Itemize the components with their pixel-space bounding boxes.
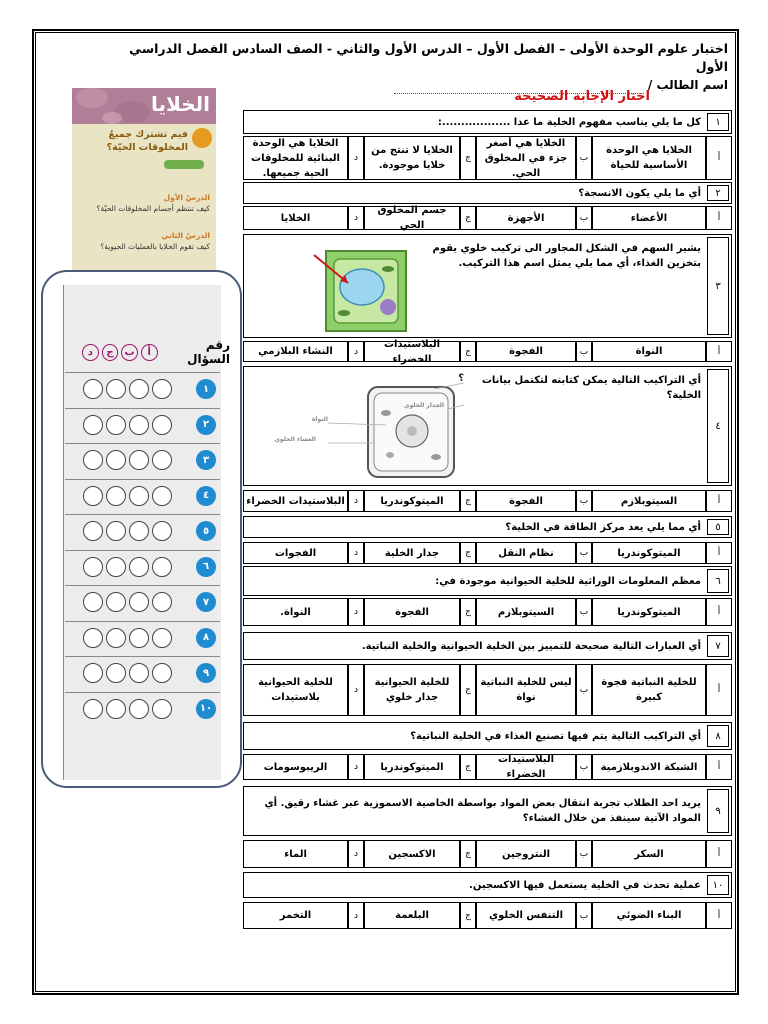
option-letter: ب xyxy=(576,902,592,929)
answer-bubble[interactable] xyxy=(152,557,172,577)
cover-lesson-1 xyxy=(78,192,210,214)
option-letter: ب xyxy=(576,136,592,180)
cover-title: الخلايا xyxy=(151,92,210,116)
wall-label: الجدار الخلوي xyxy=(403,402,444,409)
question-number: ١٠ xyxy=(707,875,729,895)
option-letter: ب xyxy=(576,341,592,362)
question-stem: عملية تحدث في الخلية يستعمل فيها الاكسجين. xyxy=(469,879,701,891)
answer-row xyxy=(65,372,220,406)
question-stem: أي العبارات التالية صحيحة للتمييز بين الخلية الحيوانية والخلية النباتية. xyxy=(361,640,701,652)
answer-bubble[interactable] xyxy=(83,486,103,506)
exam-title: اختبار علوم الوحدة الأولى – الفصل الأول – الدرس الأول والثاني - الصف السادس الفصل الدراسي الأول xyxy=(129,41,728,74)
answer-bubble[interactable] xyxy=(83,628,103,648)
question-number: ٧ xyxy=(707,635,729,657)
question-3 xyxy=(243,234,732,338)
lesson-2-text: كيف تقوم الخلايا بالعمليات الحيوية؟ xyxy=(100,242,210,251)
option-letter: د xyxy=(348,136,364,180)
textbook-cover xyxy=(72,88,216,270)
option-a[interactable]: السكر xyxy=(592,840,706,868)
option-letter: ب xyxy=(576,490,592,512)
question-6 xyxy=(243,566,732,596)
option-a[interactable]: الأعضاء xyxy=(592,206,706,230)
option-letter: د xyxy=(348,598,364,626)
answer-bubble[interactable] xyxy=(129,557,149,577)
option-letter: أ xyxy=(706,840,732,868)
option-letter: د xyxy=(348,542,364,564)
option-a[interactable]: الخلايا هي الوحدة الأساسية للحياة xyxy=(592,136,706,180)
answer-bubble[interactable] xyxy=(152,592,172,612)
options-10 xyxy=(243,902,732,929)
options-9 xyxy=(243,840,732,868)
option-b[interactable]: البلاستيدات الخضراء xyxy=(476,754,576,780)
answer-bubble[interactable] xyxy=(129,592,149,612)
option-b[interactable]: ليس للخلية النباتية نواة xyxy=(476,664,576,716)
option-letter: ب xyxy=(576,664,592,716)
answer-row xyxy=(65,479,220,513)
answer-row xyxy=(65,514,220,548)
answer-bubble[interactable] xyxy=(152,486,172,506)
answer-bubble[interactable] xyxy=(129,415,149,435)
option-d[interactable]: البلاستيدات الخضراء xyxy=(243,490,348,512)
option-letter: ج xyxy=(460,902,476,929)
question-number: ٣ xyxy=(707,237,729,335)
letter-dal: د xyxy=(82,344,99,361)
answer-bubble[interactable] xyxy=(129,628,149,648)
option-c[interactable]: الاكسجين xyxy=(364,840,460,868)
answer-bubble[interactable] xyxy=(152,521,172,541)
option-c[interactable]: للخلية الحيوانية جدار خلوي xyxy=(364,664,460,716)
question-1 xyxy=(243,110,732,134)
answer-row xyxy=(65,443,220,477)
answer-bubble[interactable] xyxy=(83,663,103,683)
option-d[interactable]: للخلية الحيوانية بلاستيدات xyxy=(243,664,348,716)
lesson-1-heading: الدرسُ الأول xyxy=(163,193,210,202)
option-d[interactable]: النشاء البلازمي xyxy=(243,341,348,362)
question-stem: أي ما يلي يكون الانسجة؟ xyxy=(578,187,701,199)
options-5 xyxy=(243,542,732,564)
option-letter: أ xyxy=(706,490,732,512)
option-d[interactable]: الريبوسومات xyxy=(243,754,348,780)
option-letter: أ xyxy=(706,206,732,230)
answer-bubble[interactable] xyxy=(129,450,149,470)
question-number: ٩ xyxy=(707,789,729,833)
question-number: ٥ xyxy=(707,519,729,535)
option-letter: ج xyxy=(460,341,476,362)
answer-bubble[interactable] xyxy=(152,699,172,719)
cover-banner xyxy=(72,88,216,124)
question-stem: معظم المعلومات الوراثية للخلية الحيوانية موجودة في: xyxy=(435,575,701,587)
answer-bubble[interactable] xyxy=(83,379,103,399)
answer-bubble[interactable] xyxy=(106,628,126,648)
option-letter: أ xyxy=(706,542,732,564)
option-letter: ب xyxy=(576,754,592,780)
option-c[interactable]: الميتوكوندريا xyxy=(364,490,460,512)
question-number: ٦ xyxy=(707,569,729,593)
answer-bubble[interactable] xyxy=(106,557,126,577)
option-d[interactable]: النواة. xyxy=(243,598,348,626)
question-number: ١ xyxy=(707,113,729,131)
option-letter: ب xyxy=(576,598,592,626)
answer-bubble[interactable] xyxy=(106,486,126,506)
question-number: ٨ xyxy=(707,725,729,747)
option-b[interactable]: الأجهزة xyxy=(476,206,576,230)
option-b[interactable]: الخلايا هي أصغر جزء في المخلوق الحي. xyxy=(476,136,576,180)
option-letter: ج xyxy=(460,542,476,564)
answer-bubble[interactable] xyxy=(106,699,126,719)
option-letter: ج xyxy=(460,754,476,780)
options-1 xyxy=(243,136,732,180)
answer-bubble[interactable] xyxy=(83,521,103,541)
option-c[interactable]: البلاستيدات الخضراء xyxy=(364,341,460,362)
option-letter: د xyxy=(348,206,364,230)
letter-alif: أ xyxy=(141,344,158,361)
answer-row xyxy=(65,550,220,584)
options-4 xyxy=(243,490,732,512)
question-stem: يشير السهم في الشكل المجاور الى تركيب خلوي يقوم بتخزين الغذاء، أي مما يلي يمثل اسم هذا التركيب. xyxy=(432,243,701,269)
question-stem: أي مما يلي يعد مركز الطاقة في الخلية؟ xyxy=(505,521,701,533)
option-b[interactable]: الفجوة xyxy=(476,341,576,362)
option-c[interactable]: جدار الخلية xyxy=(364,542,460,564)
exam-header xyxy=(128,40,728,94)
options-3 xyxy=(243,338,732,365)
option-letter: أ xyxy=(706,341,732,362)
option-a[interactable]: الشبكة الاندوبلازمية xyxy=(592,754,706,780)
answer-bubble[interactable] xyxy=(106,415,126,435)
answer-row xyxy=(65,408,220,442)
option-letter: ج xyxy=(460,840,476,868)
option-letter: ج xyxy=(460,136,476,180)
letter-jeem: ج xyxy=(102,344,119,361)
question-number-badge: ٧ xyxy=(196,592,216,612)
answer-bubble[interactable] xyxy=(129,379,149,399)
question-stem: يريد احد الطلاب تجربة انتقال بعض المواد بواسطة الخاصية الاسموزية عبر غشاء رقيق. أي المواد الآتية سينفذ من خلال الغشاء؟ xyxy=(264,798,701,824)
option-b[interactable]: التنفس الخلوي xyxy=(476,902,576,929)
cover-lesson-2 xyxy=(78,230,210,252)
answer-bubble[interactable] xyxy=(106,592,126,612)
option-d[interactable]: الفجوات xyxy=(243,542,348,564)
question-number-badge: ٦ xyxy=(196,557,216,577)
option-letter: د xyxy=(348,754,364,780)
answer-bubble[interactable] xyxy=(83,450,103,470)
question-stem: كل ما يلي يناسب مفهوم الخلية ما عدا ..................: xyxy=(437,116,701,128)
question-5 xyxy=(243,516,732,538)
option-d[interactable]: الخلايا هي الوحدة البنائية للمخلوقات الحية جميعها. xyxy=(243,136,348,180)
question-number-badge: ٨ xyxy=(196,628,216,648)
option-letter: ب xyxy=(576,542,592,564)
option-letter: ج xyxy=(460,206,476,230)
unknown-label: ؟ xyxy=(458,373,464,384)
question-number-badge: ١٠ xyxy=(196,699,216,719)
question-7 xyxy=(243,632,732,660)
options-8 xyxy=(243,754,732,780)
answer-bubble[interactable] xyxy=(129,699,149,719)
option-b[interactable]: السيتوبلازم xyxy=(476,598,576,626)
option-letter: ج xyxy=(460,598,476,626)
question-8 xyxy=(243,722,732,750)
question-number-badge: ٣ xyxy=(196,450,216,470)
question-4 xyxy=(243,366,732,486)
answer-bubble[interactable] xyxy=(83,557,103,577)
question-number: ٢ xyxy=(707,185,729,201)
option-letter: د xyxy=(348,902,364,929)
answer-row xyxy=(65,585,220,619)
answer-bubble[interactable] xyxy=(129,663,149,683)
answer-bubble[interactable] xyxy=(152,379,172,399)
answer-bubble[interactable] xyxy=(129,486,149,506)
cover-question: فيم تشترك جميعُ المخلوقات الحيّة؟ xyxy=(106,129,188,153)
option-a[interactable]: النواة xyxy=(592,341,706,362)
option-letter: ب xyxy=(576,840,592,868)
option-letter: أ xyxy=(706,664,732,716)
question-stem: أي التراكيب التالية يتم فيها تصنيع الغذاء في الخلية النباتية؟ xyxy=(410,730,701,742)
badge-icon xyxy=(192,128,212,148)
answer-bubble[interactable] xyxy=(106,663,126,683)
options-6 xyxy=(243,598,732,626)
option-b[interactable]: نظام النقل xyxy=(476,542,576,564)
lesson-2-heading: الدرسُ الثاني xyxy=(161,231,210,240)
lesson-1-text: كيف تنتظم أجسام المخلوقات الحيّة؟ xyxy=(96,204,210,213)
question-number: ٤ xyxy=(707,369,729,483)
option-a[interactable]: الميتوكوندريا xyxy=(592,542,706,564)
option-a[interactable]: البناء الضوئي xyxy=(592,902,706,929)
option-d[interactable]: الماء xyxy=(243,840,348,868)
answer-row xyxy=(65,656,220,690)
answer-bubble[interactable] xyxy=(83,592,103,612)
label-pill-icon xyxy=(164,160,204,169)
answer-bubble[interactable] xyxy=(106,450,126,470)
answer-bubble[interactable] xyxy=(106,379,126,399)
option-letter: د xyxy=(348,664,364,716)
plant-cell-image xyxy=(248,241,408,331)
answer-row xyxy=(65,621,220,655)
option-letter: د xyxy=(348,490,364,512)
option-a[interactable]: للخلية النباتية فجوة كبيرة xyxy=(592,664,706,716)
option-c[interactable]: الخلايا لا تنتج من خلايا موجودة. xyxy=(364,136,460,180)
option-c[interactable]: جسم المخلوق الحي xyxy=(364,206,460,230)
option-letter: أ xyxy=(706,136,732,180)
option-letter: ب xyxy=(576,206,592,230)
answer-row xyxy=(65,692,220,726)
options-7 xyxy=(243,664,732,716)
option-b[interactable]: الفجوة xyxy=(476,490,576,512)
answer-bubble[interactable] xyxy=(106,521,126,541)
answer-bubble[interactable] xyxy=(129,521,149,541)
option-letter: أ xyxy=(706,754,732,780)
question-number-badge: ٥ xyxy=(196,521,216,541)
option-letter: أ xyxy=(706,902,732,929)
question-number-badge: ١ xyxy=(196,379,216,399)
nucleus-label: النواة xyxy=(311,416,328,423)
option-letter: ج xyxy=(460,664,476,716)
answer-bubble[interactable] xyxy=(83,415,103,435)
option-letter: د xyxy=(348,341,364,362)
membrane-label: الغشاء الخلوي xyxy=(274,436,316,443)
letter-ba: ب xyxy=(121,344,138,361)
option-b[interactable]: النتروجين xyxy=(476,840,576,868)
option-c[interactable]: الميتوكوندريا xyxy=(364,754,460,780)
question-10 xyxy=(243,872,732,898)
question-stem: أي التراكيب التالية يمكن كتابته لتكتمل بيانات الخلية؟ xyxy=(481,375,701,401)
answer-bubble[interactable] xyxy=(152,450,172,470)
option-d[interactable]: التخمر xyxy=(243,902,348,929)
instruction: اختار الإجابة الصحيحة xyxy=(514,89,650,104)
cell-diagram-image xyxy=(274,373,474,483)
question-number-badge: ٤ xyxy=(196,486,216,506)
question-number-badge: ٩ xyxy=(196,663,216,683)
option-a[interactable]: السيتوبلازم xyxy=(592,490,706,512)
option-c[interactable]: الفجوة xyxy=(364,598,460,626)
answer-bubble[interactable] xyxy=(152,628,172,648)
question-number-badge: ٢ xyxy=(196,415,216,435)
answer-bubble[interactable] xyxy=(152,663,172,683)
student-label: اسم الطالب / xyxy=(647,78,728,92)
option-letter: د xyxy=(348,840,364,868)
option-d[interactable]: الخلايا xyxy=(243,206,348,230)
question-9 xyxy=(243,786,732,836)
answer-sheet-header xyxy=(82,338,230,366)
question-number-label: رقم السؤال xyxy=(187,338,230,366)
option-letter: ج xyxy=(460,490,476,512)
option-letter: أ xyxy=(706,598,732,626)
option-c[interactable]: البلعمة xyxy=(364,902,460,929)
answer-bubble[interactable] xyxy=(83,699,103,719)
options-2 xyxy=(243,206,732,230)
option-a[interactable]: الميتوكوندريا xyxy=(592,598,706,626)
answer-bubble[interactable] xyxy=(152,415,172,435)
question-2 xyxy=(243,182,732,204)
